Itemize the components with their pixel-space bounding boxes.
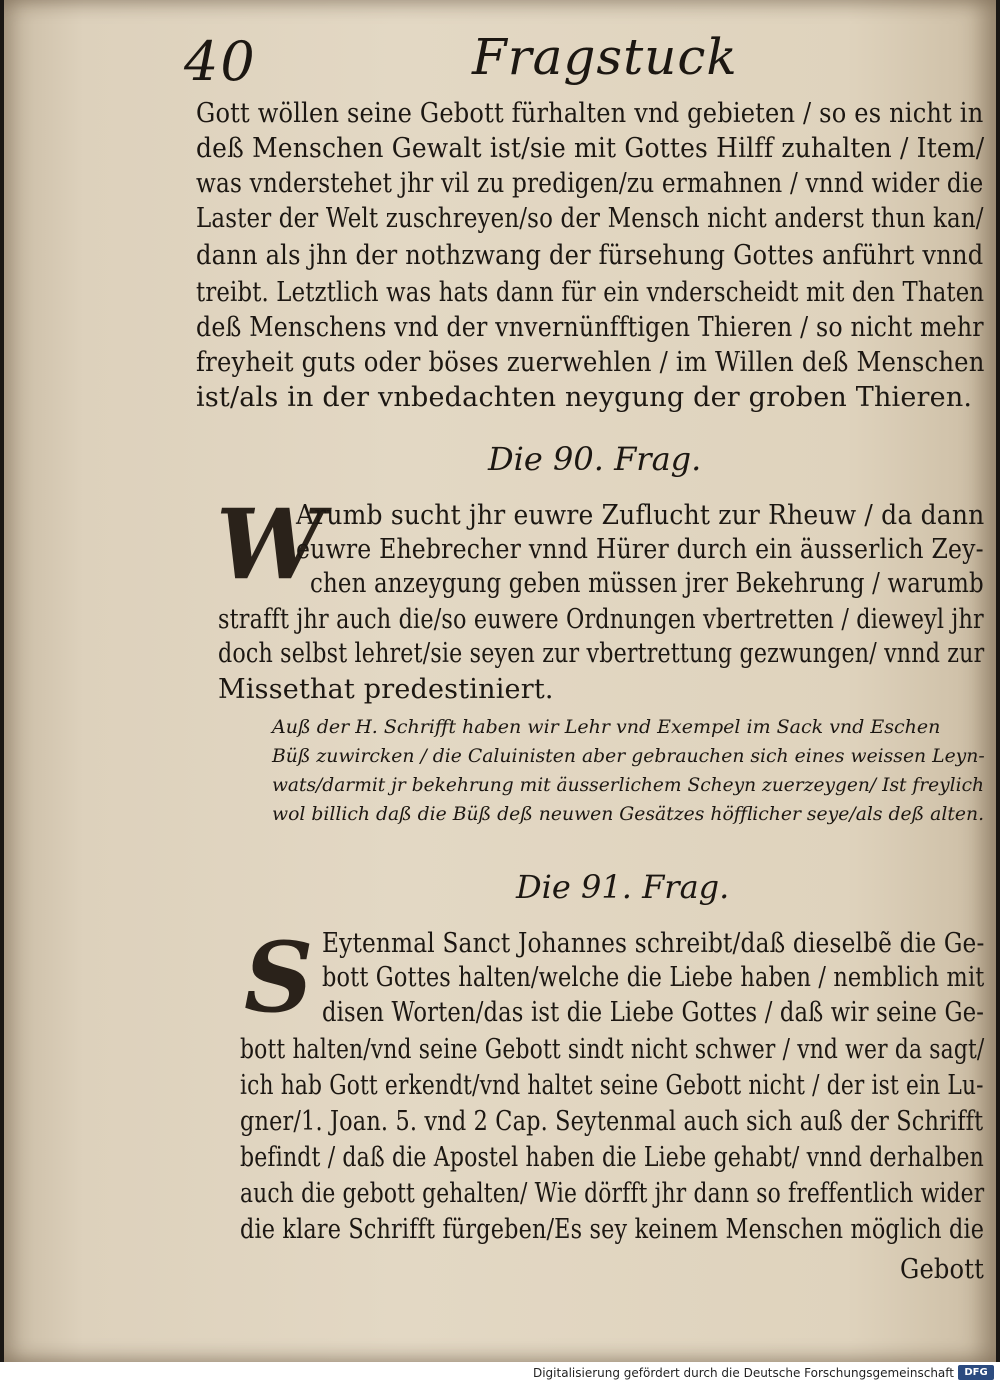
text-line: Gott wöllen seine Gebott fürhalten vnd gebieten / so es nicht in (196, 98, 984, 129)
catchword: Gebott (900, 1254, 985, 1285)
funding-notice: Digitalisierung gefördert durch die Deutsche Forschungsgemeinschaft (532, 1366, 954, 1380)
text-line: treibt. Letztlich was hats dann für ein vnderscheidt mit den Thaten (196, 277, 985, 308)
annotation-line: Büß zuwircken / die Caluinisten aber gebrauchen sich eines weissen Leyn- (272, 745, 985, 767)
decorated-initial: W (216, 488, 324, 601)
text-line: deß Menschen Gewalt ist/sie mit Gottes Hilff zuhalten / Item/ (196, 133, 985, 164)
running-head: Fragstuck (472, 28, 738, 86)
text-line: deß Menschens vnd der vnvernünfftigen Thieren / so nicht mehr (196, 312, 984, 343)
text-line: Laster der Welt zuschreyen/so der Mensch nicht anderst thun kan/ (196, 203, 984, 234)
annotation-line: Auß der H. Schrifft haben wir Lehr vnd Exempel im Sack vnd Eschen (272, 716, 941, 738)
text-line: Eytenmal Sanct Johannes schreibt/daß dieselbẽ die Ge- (322, 928, 985, 959)
text-line: befindt / daß die Apostel haben die Liebe gehabt/ vnnd derhalben (240, 1142, 985, 1173)
question-heading: Die 91. Frag. (516, 868, 730, 906)
text-line: chen anzeygung geben müssen jrer Bekehrung / warumb (310, 568, 984, 599)
text-line: strafft jhr auch die/so euwere Ordnungen vbertretten / dieweyl jhr (218, 604, 984, 635)
text-line: Missethat predestiniert. (218, 674, 554, 705)
annotation-line: wol billich daß die Büß deß neuwen Gesätzes höfflicher seye/als deß alten. (272, 803, 985, 825)
decorated-initial: S (244, 921, 314, 1034)
text-line: ist/als in der vnbedachten neygung der groben Thieren. (196, 382, 973, 413)
text-line: doch selbst lehret/sie seyen zur vbertrettung gezwungen/ vnnd zur (218, 638, 985, 669)
text-line: gner/1. Joan. 5. vnd 2 Cap. Seytenmal auch sich auß der Schrifft (240, 1106, 984, 1137)
dfg-logo-icon: DFG (958, 1365, 994, 1380)
text-line: dann als jhn der nothzwang der fürsehung Gottes anführt vnnd (196, 240, 984, 271)
text-line: was vnderstehet jhr vil zu predigen/zu ermahnen / vnnd wider die (196, 168, 984, 199)
text-line: disen Worten/das ist die Liebe Gottes / daß wir seine Ge- (322, 997, 985, 1028)
question-heading: Die 90. Frag. (488, 440, 702, 478)
text-line: euwre Ehebrecher vnnd Hürer durch ein äusserlich Zey- (296, 534, 984, 565)
text-line: auch die gebott gehalten/ Wie dörfft jhr dann so freffentlich wider (240, 1178, 985, 1209)
digitization-footer (0, 1362, 1000, 1385)
text-line: Arumb sucht jhr euwre Zuflucht zur Rheuw / da dann (296, 500, 985, 531)
text-line: ich hab Gott erkendt/vnd haltet seine Gebott nicht / der ist ein Lu- (240, 1070, 984, 1101)
book-page (4, 0, 996, 1362)
text-line: die klare Schrifft fürgeben/Es sey keinem Menschen möglich die (240, 1214, 985, 1245)
text-line: bott Gottes halten/welche die Liebe haben / nemblich mit (322, 962, 985, 993)
text-line: freyheit guts oder böses zuerwehlen / im Willen deß Menschen (196, 347, 985, 378)
annotation-line: wats/darmit jr bekehrung mit äusserlichem Scheyn zuerzeygen/ Ist freylich (272, 774, 984, 796)
text-line: bott halten/vnd seine Gebott sindt nicht schwer / vnd wer da sagt/ (240, 1034, 985, 1065)
page-number: 40 (184, 30, 257, 93)
